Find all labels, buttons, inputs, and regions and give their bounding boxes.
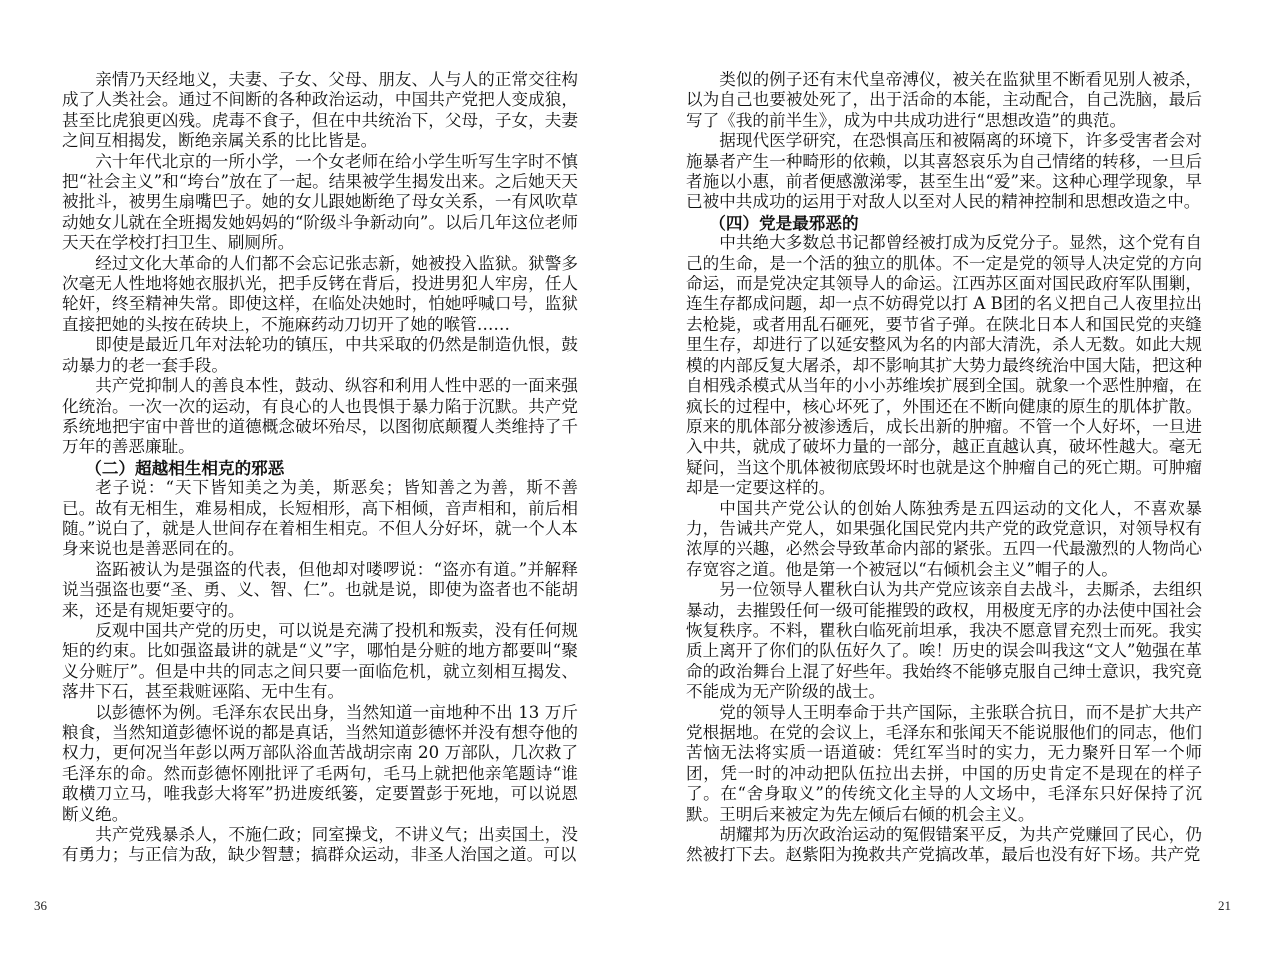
paragraph: 类似的例子还有末代皇帝溥仪，被关在监狱里不断看见别人被杀，以为自己也要被处死了，出于活命的本能，主动配合，自己洗脑，最后写了《我的前半生》，成为中共成功进行“思想改造”的典范。 xyxy=(686,70,1202,130)
left-page xyxy=(62,70,578,866)
page-number-right: 21 xyxy=(1218,898,1231,913)
section-heading: （二）超越相生相克的邪恶 xyxy=(85,457,285,478)
page-number-left: 36 xyxy=(34,898,47,913)
paragraph: 共产党抑制人的善良本性，鼓动、纵容和利用人性中恶的一面来强化统治。一次一次的运动，有良心的人也畏惧于暴力陷于沉默。共产党系统地把宇宙中普世的道德概念破坏殆尽，以图彻底颠覆人类维持了千万年的善恶廉耻。 xyxy=(62,376,578,457)
paragraph: 胡耀邦为历次政治运动的冤假错案平反，为共产党赚回了民心，仍然被打下去。赵紫阳为挽救共产党搞改革，最后也没有好下场。共产党 xyxy=(686,825,1202,865)
paragraph: 六十年代北京的一所小学，一个女老师在给小学生听写生字时不慎把“社会主义”和“垮台”放在了一起。结果被学生揭发出来。之后她天天被批斗，被男生扇嘴巴子。她的女儿跟她断绝了母女关系，一有风吹草动她女儿就在全班揭发她妈妈的“阶级斗争新动向”。以后几年这位老师天天在学校打扫卫生、刷厕所。 xyxy=(62,151,578,253)
paragraph: 共产党残暴杀人，不施仁政；同室操戈，不讲义气；出卖国土，没有勇力；与正信为敌，缺少智慧；搞群众运动，非圣人治国之道。可以 xyxy=(62,825,578,865)
paragraph: 中共绝大多数总书记都曾经被打成为反党分子。显然，这个党有自己的生命，是一个活的独立的肌体。不一定是党的领导人决定党的方向命运，而是党决定其领导人的命运。江西苏区面对国民政府军队围剿，连生存都成问题，却一点不妨碍党以打 A B团的名义把自己人夜里拉出去枪毙，或者用乱石砸死，要节省子弹。在陕北日本人和国民党的夹缝里生存，却进行了以延安整风为名的内部大清洗，杀人无数。如此大规模的内部反复大屠杀，却不影响其扩大势力最终统治中国大陆，把这种自相残杀模式从当年的小小苏维埃扩展到全国。就象一个恶性肿瘤，在疯长的过程中，核心坏死了，外围还在不断向健康的原生的肌体扩散。原来的肌体部分被渗透后，成长出新的肿瘤。不管一个人好坏，一旦进入中共，就成了破坏力量的一部分，越正直越认真，破坏性越大。毫无疑问，当这个肌体被彻底毁坏时也就是这个肿瘤自己的死亡期。可肿瘤却是一定要这样的。 xyxy=(686,233,1202,498)
section-heading: （四）党是最邪恶的 xyxy=(709,212,859,233)
paragraph: 亲情乃天经地义，夫妻、子女、父母、朋友、人与人的正常交往构成了人类社会。通过不间断的各种政治运动，中国共产党把人变成狼，甚至比虎狼更凶残。虎毒不食子，但在中共统治下，父母，子女，夫妻之间互相揭发，断绝亲属关系的比比皆是。 xyxy=(62,70,578,151)
paragraph: 党的领导人王明奉命于共产国际，主张联合抗日，而不是扩大共产党根据地。在党的会议上，毛泽东和张闻天不能说服他们的同志，他们苦恼无法将实质一语道破：凭红军当时的实力，无力聚歼日军一个师团，凭一时的冲动把队伍拉出去拼，中国的历史肯定不是现在的样子了。在“舍身取义”的传统文化主导的人文场中，毛泽东只好保持了沉默。王明后来被定为先左倾后右倾的机会主义。 xyxy=(686,702,1202,824)
paragraph: 反观中国共产党的历史，可以说是充满了投机和叛卖，没有任何规矩的约束。比如强盗最讲的就是“义”字，哪怕是分赃的地方都要叫“聚义分赃厅”。但是中共的同志之间只要一面临危机，就立刻相互揭发、落井下石，甚至栽赃诬陷、无中生有。 xyxy=(62,620,578,702)
right-page xyxy=(686,70,1202,866)
paragraph: 经过文化大革命的人们都不会忘记张志新，她被投入监狱。狱警多次毫无人性地将她衣服扒光，把手反铐在背后，投进男犯人牢房，任人轮奸，终至精神失常。即使这样，在临处决她时，怕她呼喊口号，监狱直接把她的头按在砖块上，不施麻药动刀切开了她的喉管…… xyxy=(62,253,578,334)
paragraph: 以彭德怀为例。毛泽东农民出身，当然知道一亩地种不出 13 万斤粮食，当然知道彭德怀说的都是真话，当然知道彭德怀并没有想夺他的权力，更何况当年彭以两万部队浴血苦战胡宗南 20 万部队，几次救了毛泽东的命。然而彭德怀刚批评了毛两句，毛马上就把他亲笔题诗“谁敢横刀立马，唯我彭大将军”扔进废纸篓，定要置彭于死地，可以说恩断义绝。 xyxy=(62,702,578,824)
paragraph: 盗跖被认为是强盗的代表，但他却对喽啰说：“盗亦有道。”并解释说当强盗也要“圣、勇、义、智、仁”。也就是说，即使为盗者也不能胡来，还是有规矩要守的。 xyxy=(62,559,578,620)
paragraph: 据现代医学研究，在恐惧高压和被隔离的环境下，许多受害者会对施暴者产生一种畸形的依赖，以其喜怒哀乐为自己情绪的转移，一旦后者施以小惠，前者便感激涕零，甚至生出“爱”来。这种心理学现象，早已被中共成功的运用于对敌人以至对人民的精神控制和思想改造之中。 xyxy=(686,131,1202,212)
paragraph: 另一位领导人瞿秋白认为共产党应该亲自去战斗，去厮杀，去组织暴动，去摧毁任何一级可能摧毁的政权，用极度无序的办法使中国社会恢复秩序。不料，瞿秋白临死前坦承，我决不愿意冒充烈士而死。我实质上离开了你们的队伍好久了。唉！历史的误会叫我这“文人”勉强在革命的政治舞台上混了好些年。我始终不能够克服自己绅士意识，我究竟不能成为无产阶级的战士。 xyxy=(686,580,1202,702)
paragraph: 中国共产党公认的创始人陈独秀是五四运动的文化人，不喜欢暴力，告诫共产党人，如果强化国民党内共产党的政党意识，对领导权有浓厚的兴趣，必然会导致革命内部的紧张。五四一代最激烈的人物尚心存宽容之道。他是第一个被冠以“右倾机会主义”帽子的人。 xyxy=(686,498,1202,579)
paragraph: 即使是最近几年对法轮功的镇压，中共采取的仍然是制造仇恨，鼓动暴力的老一套手段。 xyxy=(62,335,578,375)
paragraph: 老子说：“天下皆知美之为美，斯恶矣；皆知善之为善，斯不善已。故有无相生，难易相成，长短相形，高下相倾，音声相和，前后相随。”说白了，就是人世间存在着相生相克。不但人分好坏，就一个人本身来说也是善恶同在的。 xyxy=(62,478,578,559)
